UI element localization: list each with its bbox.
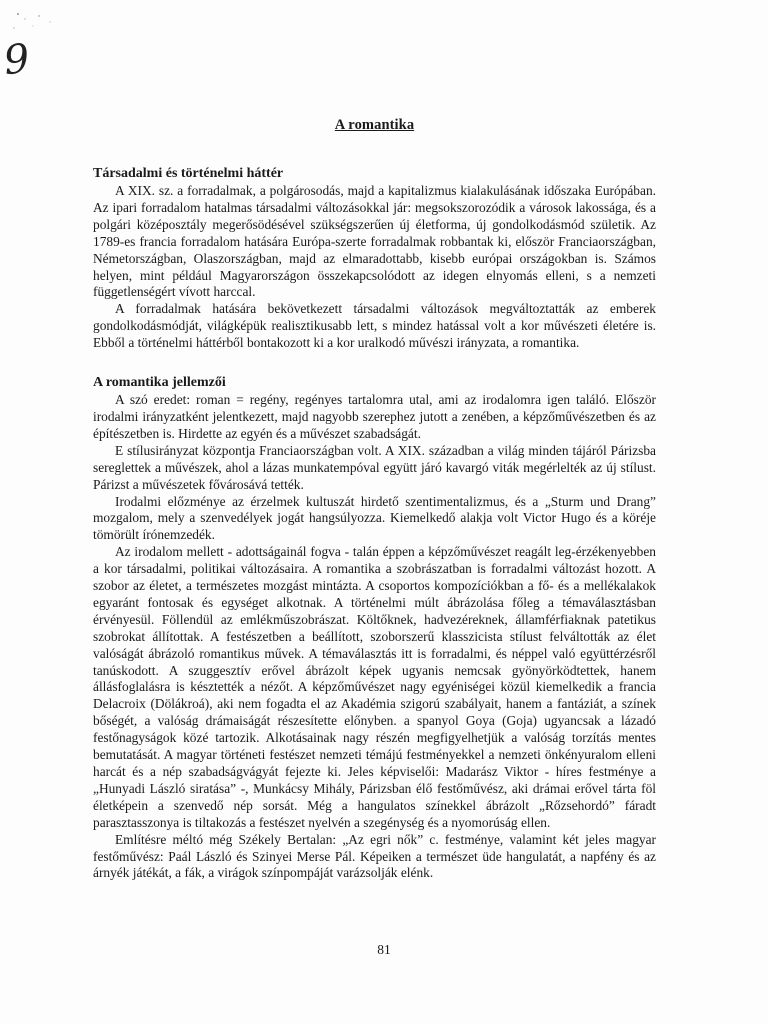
paragraph: E stílusirányzat központja Franciaországban volt. A XIX. században a világ minden tájáról Párizsba sereglettek a művészek, ahol a lázas munkatempóval együtt járó kavargó viták megérlelték az új stílust. Párizst a művészetek fővárosává tették. [93, 442, 656, 492]
paragraph: Az irodalom mellett - adottságainál fogva - talán éppen a képzőművészet reagált leg-érzékenyebben a kor társadalmi, politikai változásaira. A romantika a szobrászatban is forradalmi változást hozott. A szobor az életet, a természetes mozgást mintázta. A csoportos kompozíciókban a fő- és a mellékalakok egyaránt fontosak és egységet alkotnak. A történelmi múlt ábrázolása főleg a témaválasztásban érvényesül. Föllendül az emlékműszobrászat. Költőknek, hadvezéreknek, államférfiaknak patetikus szobrokat állítottak. A festészetben a beállított, szoborszerű klasszicista stílust felváltották az élet valóságát ábrázoló romantikus művek. A témaválasztás itt is forradalmi, és néppel való együttérzésről tanúskodott. A szuggesztív erővel ábrázolt képek ugyanis nemcsak gyönyörködtettek, hanem állásfoglalásra is késztették a nézőt. A képzőművészet nagy egyéniségei közül kiemelkedik a francia Delacroix (Dölákroá), aki nem fogadta el az Akadémia szigorú szabályait, hanem a fantáziát, a színek bőségét, a valóság drámaiságát részesítette előnyben. a spanyol Goya (Goja) ugyancsak a lázadó festőnagyságok közé tartozik. Alkotásainak nagy részén megfigyelhetjük a valóság torzítás mentes bemutatását. A magyar történeti festészet nemzeti témájú festményekkel a nemzeti önkényuralom elleni harcát és a nép szabadságvágyát fejezte ki. Jeles képviselői: Madarász Viktor - híres festménye a „Hunyadi László siratása” -, Munkácsy Mihály, Párizsban élő festőművész, aki drámai erővel tárta föl életképein a szenvedő nép sorsát. Még a hangulatos színekkel ábrázolt „Rőzsehordó” fáradt parasztasszonya is tiltakozás a festészet nyelvén a szegénység és a nyomorúság ellen. [93, 544, 656, 830]
page-number: 81 [377, 942, 391, 957]
paragraph: Irodalmi előzménye az érzelmek kultuszát hirdető szentimentalizmus, és a „Sturm und Drang” mozgalom, mely a szenvedélyek jogát hangsúlyozza. Kiemelkedő alakja volt Victor Hugo és a köréje tömörült írónemzedék. [93, 493, 656, 543]
paragraph: A XIX. sz. a forradalmak, a polgárosodás, majd a kapitalizmus kialakulásának időszaka Európában. Az ipari forradalom hatalmas társadalmi változásokkal jár: megsokszorozódik a városok lakossága, és a polgári középosztály megerősödésével szükségszerűen új életforma, új gondolkodásmód születik. Az 1789-es francia forradalom hatására Európa-szerte forradalmak robbantak ki, először Franciaországban, Németországban, Olaszországban, majd az elmaradottabb, kisebb európai országokban is. Számos helyen, mint például Magyarországon összekapcsolódott az idegen elnyomás elleni, s a nemzeti függetlenségért vívott harccal. [93, 183, 656, 300]
document-body [93, 117, 656, 882]
paragraph: Említésre méltó még Székely Bertalan: „Az egri nők” c. festménye, valamint két jeles magyar festőművész: Paál László és Szinyei Merse Pál. Képeiken a természet üde hangulatát, a napfény és az árnyék játékát, a fák, a virágok színpompáját varázsolják elénk. [93, 831, 656, 881]
handwritten-page-mark: 9 [1, 35, 32, 85]
section-heading: A romantika jellemzői [93, 375, 226, 391]
section-heading: Társadalmi és történelmi háttér [93, 166, 284, 181]
section-social-historical [93, 165, 656, 352]
paragraph: A szó eredet: roman = regény, regényes tartalomra utal, ami az irodalomra igen találó. Először irodalmi irányzatként jelentkezett, majd nagyobb szerephez jutott a zenében, a képzőművészetben és az építészetben is. Hirdette az egyén és a művészet szabadságát. [93, 392, 656, 441]
section-characteristics [93, 374, 656, 882]
paragraph: A forradalmak hatására bekövetkezett társadalmi változások megváltoztatták az emberek gondolkodásmódját, világképük realisztikusabb lett, s mindez hatással volt a kor művészeti életére is. Ebből a történelmi háttérből bontakozott ki a kor uralkodó művészi irányzata, a romantika. [93, 301, 656, 351]
document-title: A romantika [334, 117, 415, 133]
